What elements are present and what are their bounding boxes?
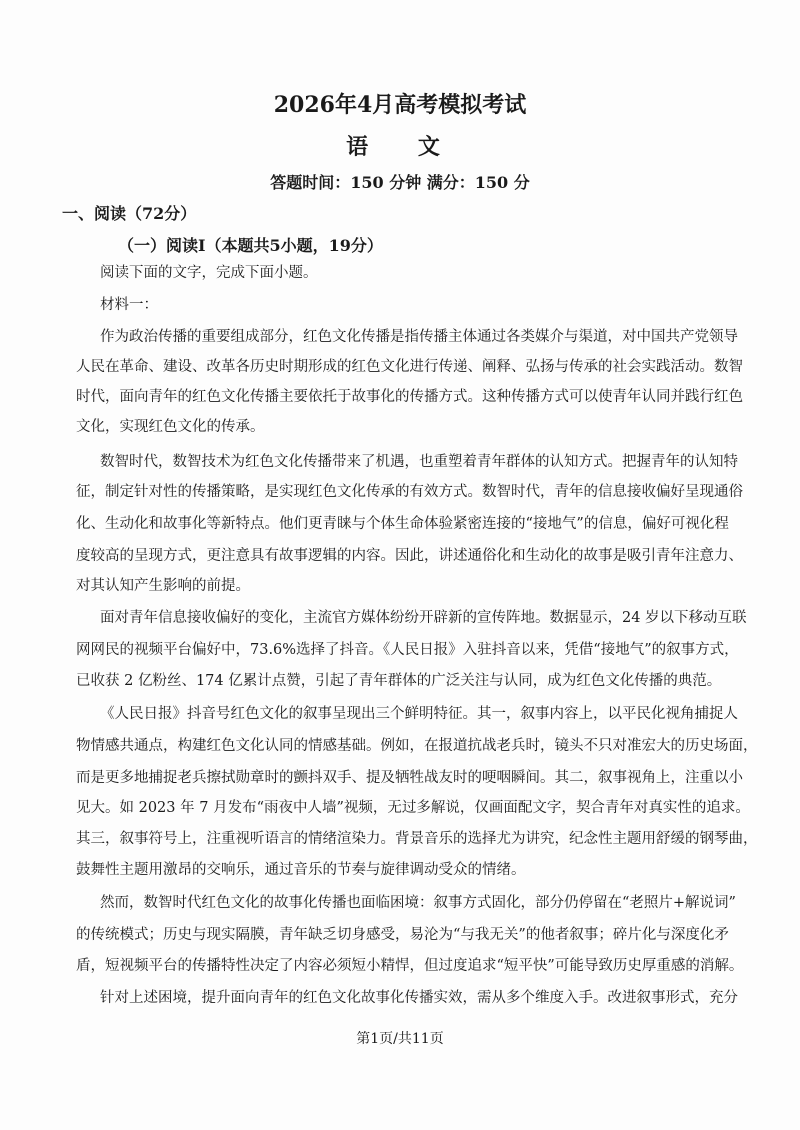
paragraph-1-line-3: 时代，面向青年的红色文化传播主要依托于故事化的传播方式。这种传播方式可以使青年认同并践行红色 bbox=[76, 389, 743, 405]
reading-instruction: 阅读下面的文字，完成下面小题。 bbox=[100, 265, 318, 281]
paragraph-2-line-2: 征，制定针对性的传播策略，是实现红色文化传承的有效方式。数智时代，青年的信息接收偏好呈现通俗 bbox=[76, 484, 743, 500]
paragraph-5-line-2: 的传统模式；历史与现实隔膜，青年缺乏切身感受，易沦为“与我无关”的他者叙事；碎片化与深度化矛 bbox=[76, 927, 729, 943]
exam-time-and-score: 答题时间：150 分钟 满分：150 分 bbox=[270, 173, 530, 192]
paragraph-2-line-3: 化、生动化和故事化等新特点。他们更青睐与个体生命体验紧密连接的“接地气”的信息，偏好可视化程 bbox=[76, 516, 729, 532]
paragraph-4-line-6: 鼓舞性主题用激昂的交响乐，通过音乐的节奏与旋律调动受众的情绪。 bbox=[76, 862, 526, 878]
paragraph-4-line-1: 《人民日报》抖音号红色文化的叙事呈现出三个鲜明特征。其一，叙事内容上，以平民化视角捕捉人 bbox=[100, 706, 738, 722]
paragraph-2-line-5: 对其认知产生影响的前提。 bbox=[76, 578, 250, 594]
paragraph-6-line-1: 针对上述困境，提升面向青年的红色文化故事化传播实效，需从多个维度入手。改进叙事形式，充分 bbox=[100, 990, 738, 1006]
paragraph-4-line-5: 其三，叙事符号上，注重视听语言的情绪渲染力。背景音乐的选择尤为讲究，纪念性主题用舒缓的钢琴曲， bbox=[76, 831, 758, 847]
paragraph-3-line-3: 已收获 2 亿粉丝、174 亿累计点赞，引起了青年群体的广泛关注与认同，成为红色文化传播的典范。 bbox=[76, 673, 722, 689]
sub-section-heading: （一）阅读Ⅰ（本题共5小题，19分） bbox=[118, 236, 383, 255]
subject-title: 语 文 bbox=[346, 134, 454, 160]
paragraph-4-line-2: 物情感共通点，构建红色文化认同的情感基础。例如，在报道抗战老兵时，镜头不只对准宏大的历史场面， bbox=[76, 738, 758, 754]
material-label: 材料一： bbox=[100, 297, 158, 313]
page-footer: 第1页/共11页 bbox=[356, 1031, 444, 1047]
paragraph-1-line-1: 作为政治传播的重要组成部分，红色文化传播是指传播主体通过各类媒介与渠道，对中国共产党领导 bbox=[100, 329, 738, 345]
paragraph-2-line-1: 数智时代，数智技术为红色文化传播带来了机遇，也重塑着青年群体的认知方式。把握青年的认知特 bbox=[100, 454, 738, 470]
exam-title: 2026年4月高考模拟考试 bbox=[273, 92, 527, 118]
paragraph-4-line-4: 见大。如 2023 年 7 月发布“雨夜中人墙”视频，无过多解说，仅画面配文字，契合青年对真实性的追求。 bbox=[76, 800, 750, 816]
paragraph-3-line-2: 网网民的视频平台偏好中，73.6%选择了抖音。《人民日报》入驻抖音以来，凭借“接地气”的叙事方式， bbox=[76, 642, 739, 658]
paragraph-5-line-1: 然而，数智时代红色文化的故事化传播也面临困境：叙事方式固化，部分仍停留在“老照片+解说词” bbox=[100, 895, 736, 911]
paragraph-1-line-2: 人民在革命、建设、改革各历史时期形成的红色文化进行传递、阐释、弘扬与传承的社会实践活动。数智 bbox=[76, 359, 743, 375]
section-heading: 一、阅读（72分） bbox=[62, 204, 197, 223]
paragraph-3-line-1: 面对青年信息接收偏好的变化，主流官方媒体纷纷开辟新的宣传阵地。数据显示，24 岁以下移动互联 bbox=[100, 610, 747, 626]
paragraph-2-line-4: 度较高的呈现方式，更注意具有故事逻辑的内容。因此，讲述通俗化和生动化的故事是吸引青年注意力、 bbox=[76, 548, 743, 564]
paragraph-4-line-3: 而是更多地捕捉老兵擦拭勋章时的颤抖双手、提及牺牲战友时的哽咽瞬间。其二，叙事视角上，注重以小 bbox=[76, 770, 743, 786]
paragraph-5-line-3: 盾，短视频平台的传播特性决定了内容必须短小精悍，但过度追求“短平快”可能导致历史厚重感的消解。 bbox=[76, 958, 744, 974]
paragraph-1-line-4: 文化，实现红色文化的传承。 bbox=[76, 419, 265, 435]
